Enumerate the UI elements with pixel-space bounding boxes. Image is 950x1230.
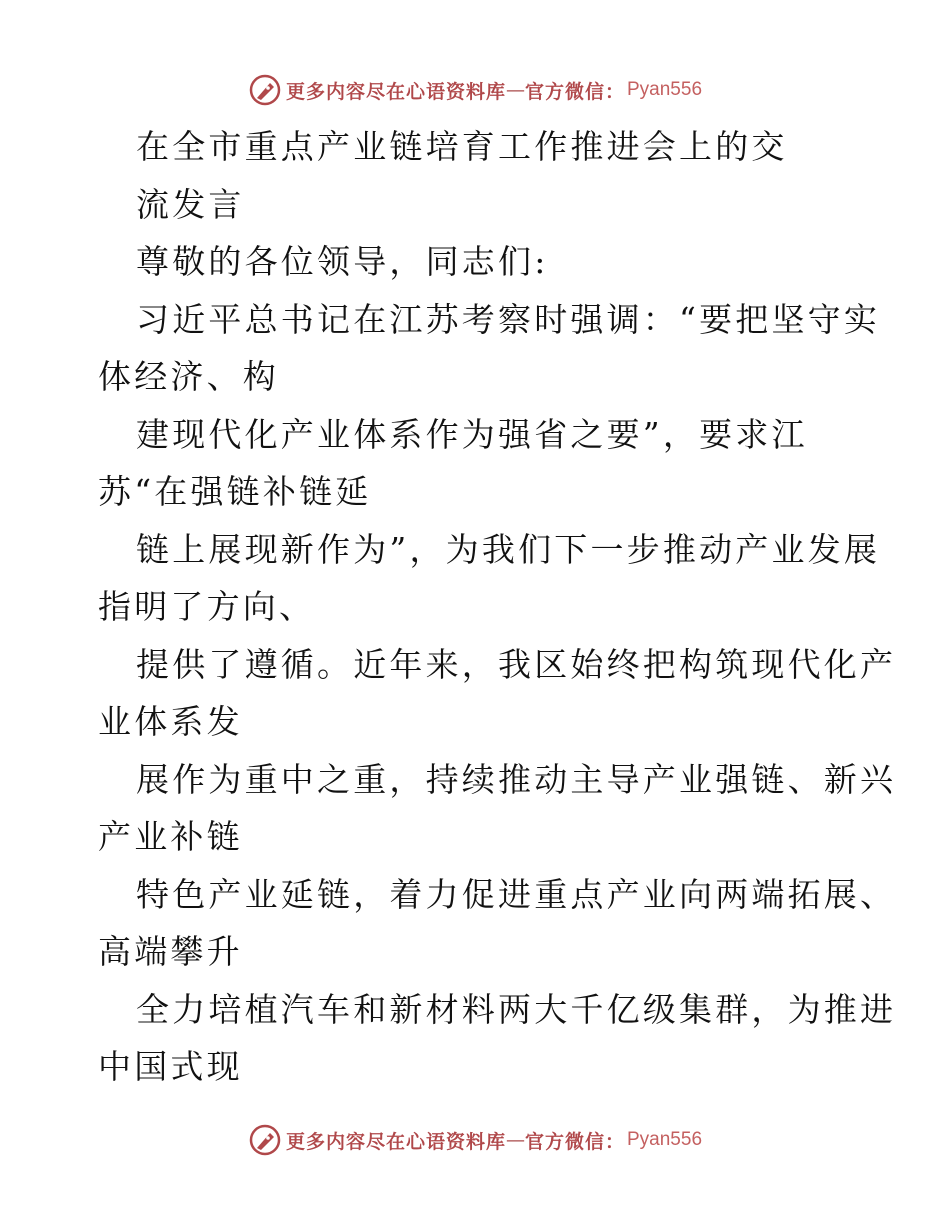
pen-nib-logo-icon	[248, 73, 282, 107]
watermark-dash: —	[505, 1129, 525, 1151]
watermark-wechat-label: 官方微信：	[524, 80, 625, 103]
text-line: 展作为重中之重，持续推动主导产业强链、新兴	[136, 759, 897, 799]
watermark-brand: 更多内容尽在心语资料库	[285, 80, 506, 103]
line-title-1: 在全市重点产业链培育工作推进会上的交	[136, 127, 788, 166]
text-line: 苏“在强链补链延	[98, 472, 372, 511]
pen-nib-logo-icon	[248, 1123, 282, 1157]
line-title-2: 流发言	[136, 184, 245, 224]
footer-watermark	[0, 1120, 950, 1160]
text-line: 链上展现新作为”，为我们下一步推动产业发展	[136, 529, 881, 569]
document-body	[98, 118, 897, 1096]
watermark-brand: 更多内容尽在心语资料库	[285, 1130, 506, 1153]
text-line: 习近平总书记在江苏考察时强调：“要把坚守实	[136, 299, 881, 339]
text-line: 全力培植汽车和新材料两大千亿级集群，为推进	[136, 989, 897, 1029]
watermark-wechat-label: 官方微信：	[524, 1130, 625, 1153]
text-line: 业体系发	[98, 702, 243, 741]
text-line: 产业补链	[98, 817, 243, 856]
text-line: 高端攀升	[98, 932, 243, 971]
watermark-dash: —	[505, 79, 525, 101]
text-line: 指明了方向、	[98, 587, 316, 626]
line-greeting: 尊敬的各位领导，同志们:	[136, 242, 549, 281]
header-watermark	[0, 70, 950, 110]
watermark-wechat-id: Pyan556	[627, 1129, 703, 1150]
text-line: 建现代化产业体系作为强省之要”，要求江	[136, 414, 808, 454]
text-line: 中国式现	[98, 1047, 243, 1086]
text-line: 提供了遵循。近年来，我区始终把构筑现代化产	[136, 644, 897, 684]
text-line: 特色产业延链，着力促进重点产业向两端拓展、	[136, 874, 897, 914]
text-line: 体经济、构	[98, 357, 279, 396]
watermark-wechat-id: Pyan556	[627, 79, 703, 100]
